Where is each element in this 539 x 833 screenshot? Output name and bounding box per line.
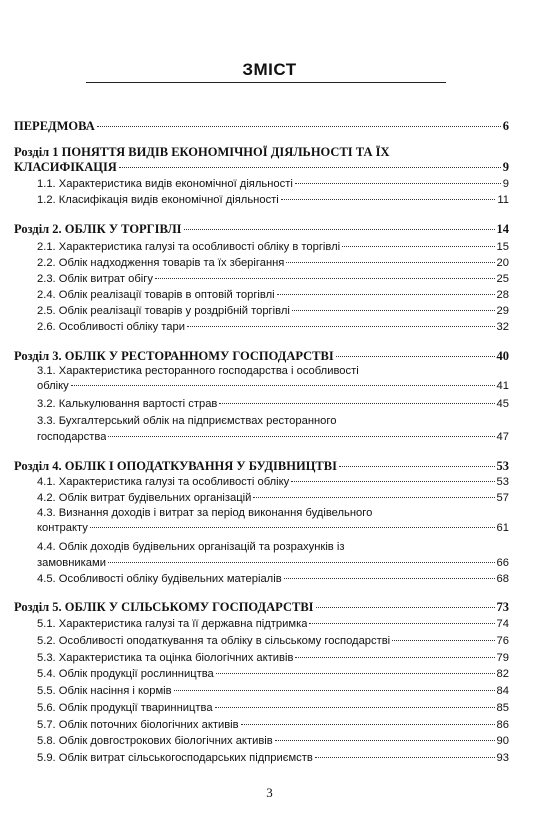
entry-page: 28 xyxy=(496,289,509,301)
toc-entry-4-3[interactable] xyxy=(37,521,509,535)
toc-entry-4-1[interactable] xyxy=(37,475,509,489)
leader-dots xyxy=(309,623,494,624)
entry-label: 5.7. Облік поточних біологічних активів xyxy=(37,719,239,731)
entry-page: 86 xyxy=(496,719,509,731)
entry-page: 20 xyxy=(496,257,509,269)
entry-page: 15 xyxy=(496,241,509,253)
toc-entry-5-7[interactable] xyxy=(37,718,509,732)
entry-page: 40 xyxy=(496,349,509,363)
entry-label: 5.5. Облік насіння і кормів xyxy=(37,685,172,697)
toc-entry-2-3[interactable] xyxy=(37,272,509,286)
entry-label: 5.4. Облік продукції рослинництва xyxy=(37,668,214,680)
leader-dots xyxy=(275,740,495,741)
leader-dots xyxy=(315,757,495,758)
entry-label: Розділ 3. ОБЛІК У РЕСТОРАННОМУ ГОСПОДАРСТВІ xyxy=(14,349,334,363)
entry-label: 2.6. Особливості обліку тари xyxy=(37,321,185,333)
entry-label: 5.3. Характеристика та оцінка біологічних активів xyxy=(37,652,294,664)
toc-entry-1-2[interactable] xyxy=(37,193,509,207)
toc-entry-5-2[interactable] xyxy=(37,634,509,648)
entry-page: 79 xyxy=(496,652,509,664)
entry-page: 53 xyxy=(496,476,509,488)
entry-page: 57 xyxy=(496,492,509,504)
entry-page: 76 xyxy=(496,635,509,647)
leader-dots xyxy=(119,167,501,168)
leader-dots xyxy=(336,356,495,357)
toc-entry-5-3[interactable] xyxy=(37,651,509,665)
entry-page: 61 xyxy=(496,522,509,534)
entry-label: 2.2. Облік надходження товарів та їх зберігання xyxy=(37,257,285,269)
entry-page: 6 xyxy=(502,119,509,133)
entry-label: 4.5. Особливості обліку будівельних матеріалів xyxy=(37,573,282,585)
entry-label: обліку xyxy=(37,380,69,392)
entry-label: 5.6. Облік продукції тваринництва xyxy=(37,702,213,714)
entry-label: ПЕРЕДМОВА xyxy=(14,119,95,133)
leader-dots xyxy=(174,690,495,691)
toc-entry-4-3-line1[interactable]: 4.3. Визнання доходів і витрат за період виконання будівельного xyxy=(37,507,373,519)
toc-section-3[interactable] xyxy=(14,349,509,363)
toc-entry-2-2[interactable] xyxy=(37,256,509,270)
toc-entry-2-6[interactable] xyxy=(37,320,509,334)
entry-label: 4.1. Характеристика галузі та особливості обліку xyxy=(37,476,290,488)
toc-entry-5-6[interactable] xyxy=(37,701,509,715)
entry-page: 90 xyxy=(496,735,509,747)
entry-page: 9 xyxy=(502,160,509,174)
title-underline xyxy=(86,82,446,83)
leader-dots xyxy=(277,294,495,295)
toc-entry-2-5[interactable] xyxy=(37,304,509,318)
entry-page: 53 xyxy=(496,459,509,473)
entry-page: 82 xyxy=(496,668,509,680)
entry-page: 29 xyxy=(496,305,509,317)
leader-dots xyxy=(281,199,496,200)
leader-dots xyxy=(90,527,495,528)
leader-dots xyxy=(241,724,495,725)
entry-label: Розділ 5. ОБЛІК У СІЛЬСЬКОМУ ГОСПОДАРСТВІ xyxy=(14,600,314,614)
entry-page: 45 xyxy=(496,398,509,410)
entry-page: 32 xyxy=(496,321,509,333)
leader-dots xyxy=(215,707,495,708)
entry-page: 85 xyxy=(496,702,509,714)
leader-dots xyxy=(108,436,494,437)
toc-section-1[interactable] xyxy=(14,160,509,174)
entry-label: 5.1. Характеристика галузі та її державна підтримка xyxy=(37,618,308,630)
toc-section-1-line1[interactable]: Розділ 1 ПОНЯТТЯ ВИДІВ ЕКОНОМІЧНОЇ ДІЯЛЬНОСТІ ТА ЇХ xyxy=(14,145,390,159)
leader-dots xyxy=(291,481,494,482)
toc-entry-4-2[interactable] xyxy=(37,491,509,505)
toc-entry-5-9[interactable] xyxy=(37,751,509,765)
entry-page: 84 xyxy=(496,685,509,697)
entry-label: 1.2. Класифікація видів економічної діяльності xyxy=(37,194,279,206)
toc-entry-4-4-line1[interactable]: 4.4. Облік доходів будівельних організацій та розрахунків із xyxy=(37,541,345,553)
leader-dots xyxy=(253,497,494,498)
toc-section-5[interactable] xyxy=(14,600,509,614)
entry-label: 2.5. Облік реалізації товарів у роздрібній торгівлі xyxy=(37,305,290,317)
toc-entry-3-3[interactable] xyxy=(37,430,509,444)
entry-label: КЛАСИФІКАЦІЯ xyxy=(14,160,117,174)
toc-entry-3-1-line1[interactable]: 3.1. Характеристика ресторанного господарства і особливості xyxy=(37,365,359,377)
entry-page: 66 xyxy=(496,557,509,569)
leader-dots xyxy=(295,183,501,184)
leader-dots xyxy=(187,326,495,327)
entry-label: 2.1. Характеристика галузі та особливості обліку в торгівлі xyxy=(37,241,341,253)
entry-label: Розділ 4. ОБЛІК І ОПОДАТКУВАННЯ У БУДІВНИЦТВІ xyxy=(14,459,337,473)
entry-label: Розділ 2. ОБЛІК У ТОРГІВЛІ xyxy=(14,222,182,236)
toc-entry-5-4[interactable] xyxy=(37,667,509,681)
entry-page: 25 xyxy=(496,273,509,285)
entry-label: 4.2. Облік витрат будівельних організацій xyxy=(37,492,252,504)
entry-page: 41 xyxy=(496,380,509,392)
toc-entry-foreword[interactable] xyxy=(14,119,509,133)
page-number: 3 xyxy=(266,785,273,800)
toc-entry-5-8[interactable] xyxy=(37,734,509,748)
entry-label: 2.3. Облік витрат обігу xyxy=(37,273,153,285)
leader-dots xyxy=(71,385,495,386)
entry-page: 73 xyxy=(496,600,509,614)
toc-section-2[interactable] xyxy=(14,222,509,236)
leader-dots xyxy=(97,126,501,127)
entry-page: 93 xyxy=(496,752,509,764)
leader-dots xyxy=(284,578,495,579)
entry-page: 14 xyxy=(496,222,509,236)
entry-page: 68 xyxy=(496,573,509,585)
entry-label: 5.9. Облік витрат сільськогосподарських підприємств xyxy=(37,752,313,764)
toc-title: ЗМІСТ xyxy=(242,60,297,79)
leader-dots xyxy=(184,229,495,230)
toc-entry-3-1[interactable] xyxy=(37,379,509,393)
entry-label: замовниками xyxy=(37,557,106,569)
leader-dots xyxy=(316,607,495,608)
leader-dots xyxy=(108,562,495,563)
entry-label: 2.4. Облік реалізації товарів в оптовій торгівлі xyxy=(37,289,275,301)
entry-page: 74 xyxy=(496,618,509,630)
toc-entry-1-1[interactable] xyxy=(37,177,509,191)
leader-dots xyxy=(342,246,494,247)
toc-entry-4-4[interactable] xyxy=(37,556,509,570)
entry-label: контракту xyxy=(37,522,88,534)
leader-dots xyxy=(392,640,494,641)
leader-dots xyxy=(295,657,494,658)
entry-page: 47 xyxy=(496,431,509,443)
leader-dots xyxy=(216,673,495,674)
entry-page: 11 xyxy=(497,194,509,206)
toc-entry-3-3-line1[interactable]: 3.3. Бухгалтерський облік на підприємствах ресторанного xyxy=(37,415,337,427)
entry-label: 5.8. Облік довгострокових біологічних активів xyxy=(37,735,273,747)
entry-label: господарства xyxy=(37,431,107,443)
toc-entry-5-5[interactable] xyxy=(37,684,509,698)
leader-dots xyxy=(286,262,494,263)
toc-entry-2-1[interactable] xyxy=(37,240,509,254)
toc-entry-4-5[interactable] xyxy=(37,572,509,586)
leader-dots xyxy=(339,466,495,467)
entry-label: 5.2. Особливості оподаткування та обліку в сільському господарстві xyxy=(37,635,391,647)
toc-entry-3-2[interactable] xyxy=(37,397,509,411)
entry-label: 3.2. Калькулювання вартості страв xyxy=(37,398,218,410)
leader-dots xyxy=(219,403,494,404)
entry-page: 9 xyxy=(502,178,509,190)
leader-dots xyxy=(155,278,495,279)
toc-section-4[interactable] xyxy=(14,459,509,473)
toc-entry-5-1[interactable] xyxy=(37,617,509,631)
leader-dots xyxy=(292,310,495,311)
toc-entry-2-4[interactable] xyxy=(37,288,509,302)
entry-label: 1.1. Характеристика видів економічної діяльності xyxy=(37,178,293,190)
